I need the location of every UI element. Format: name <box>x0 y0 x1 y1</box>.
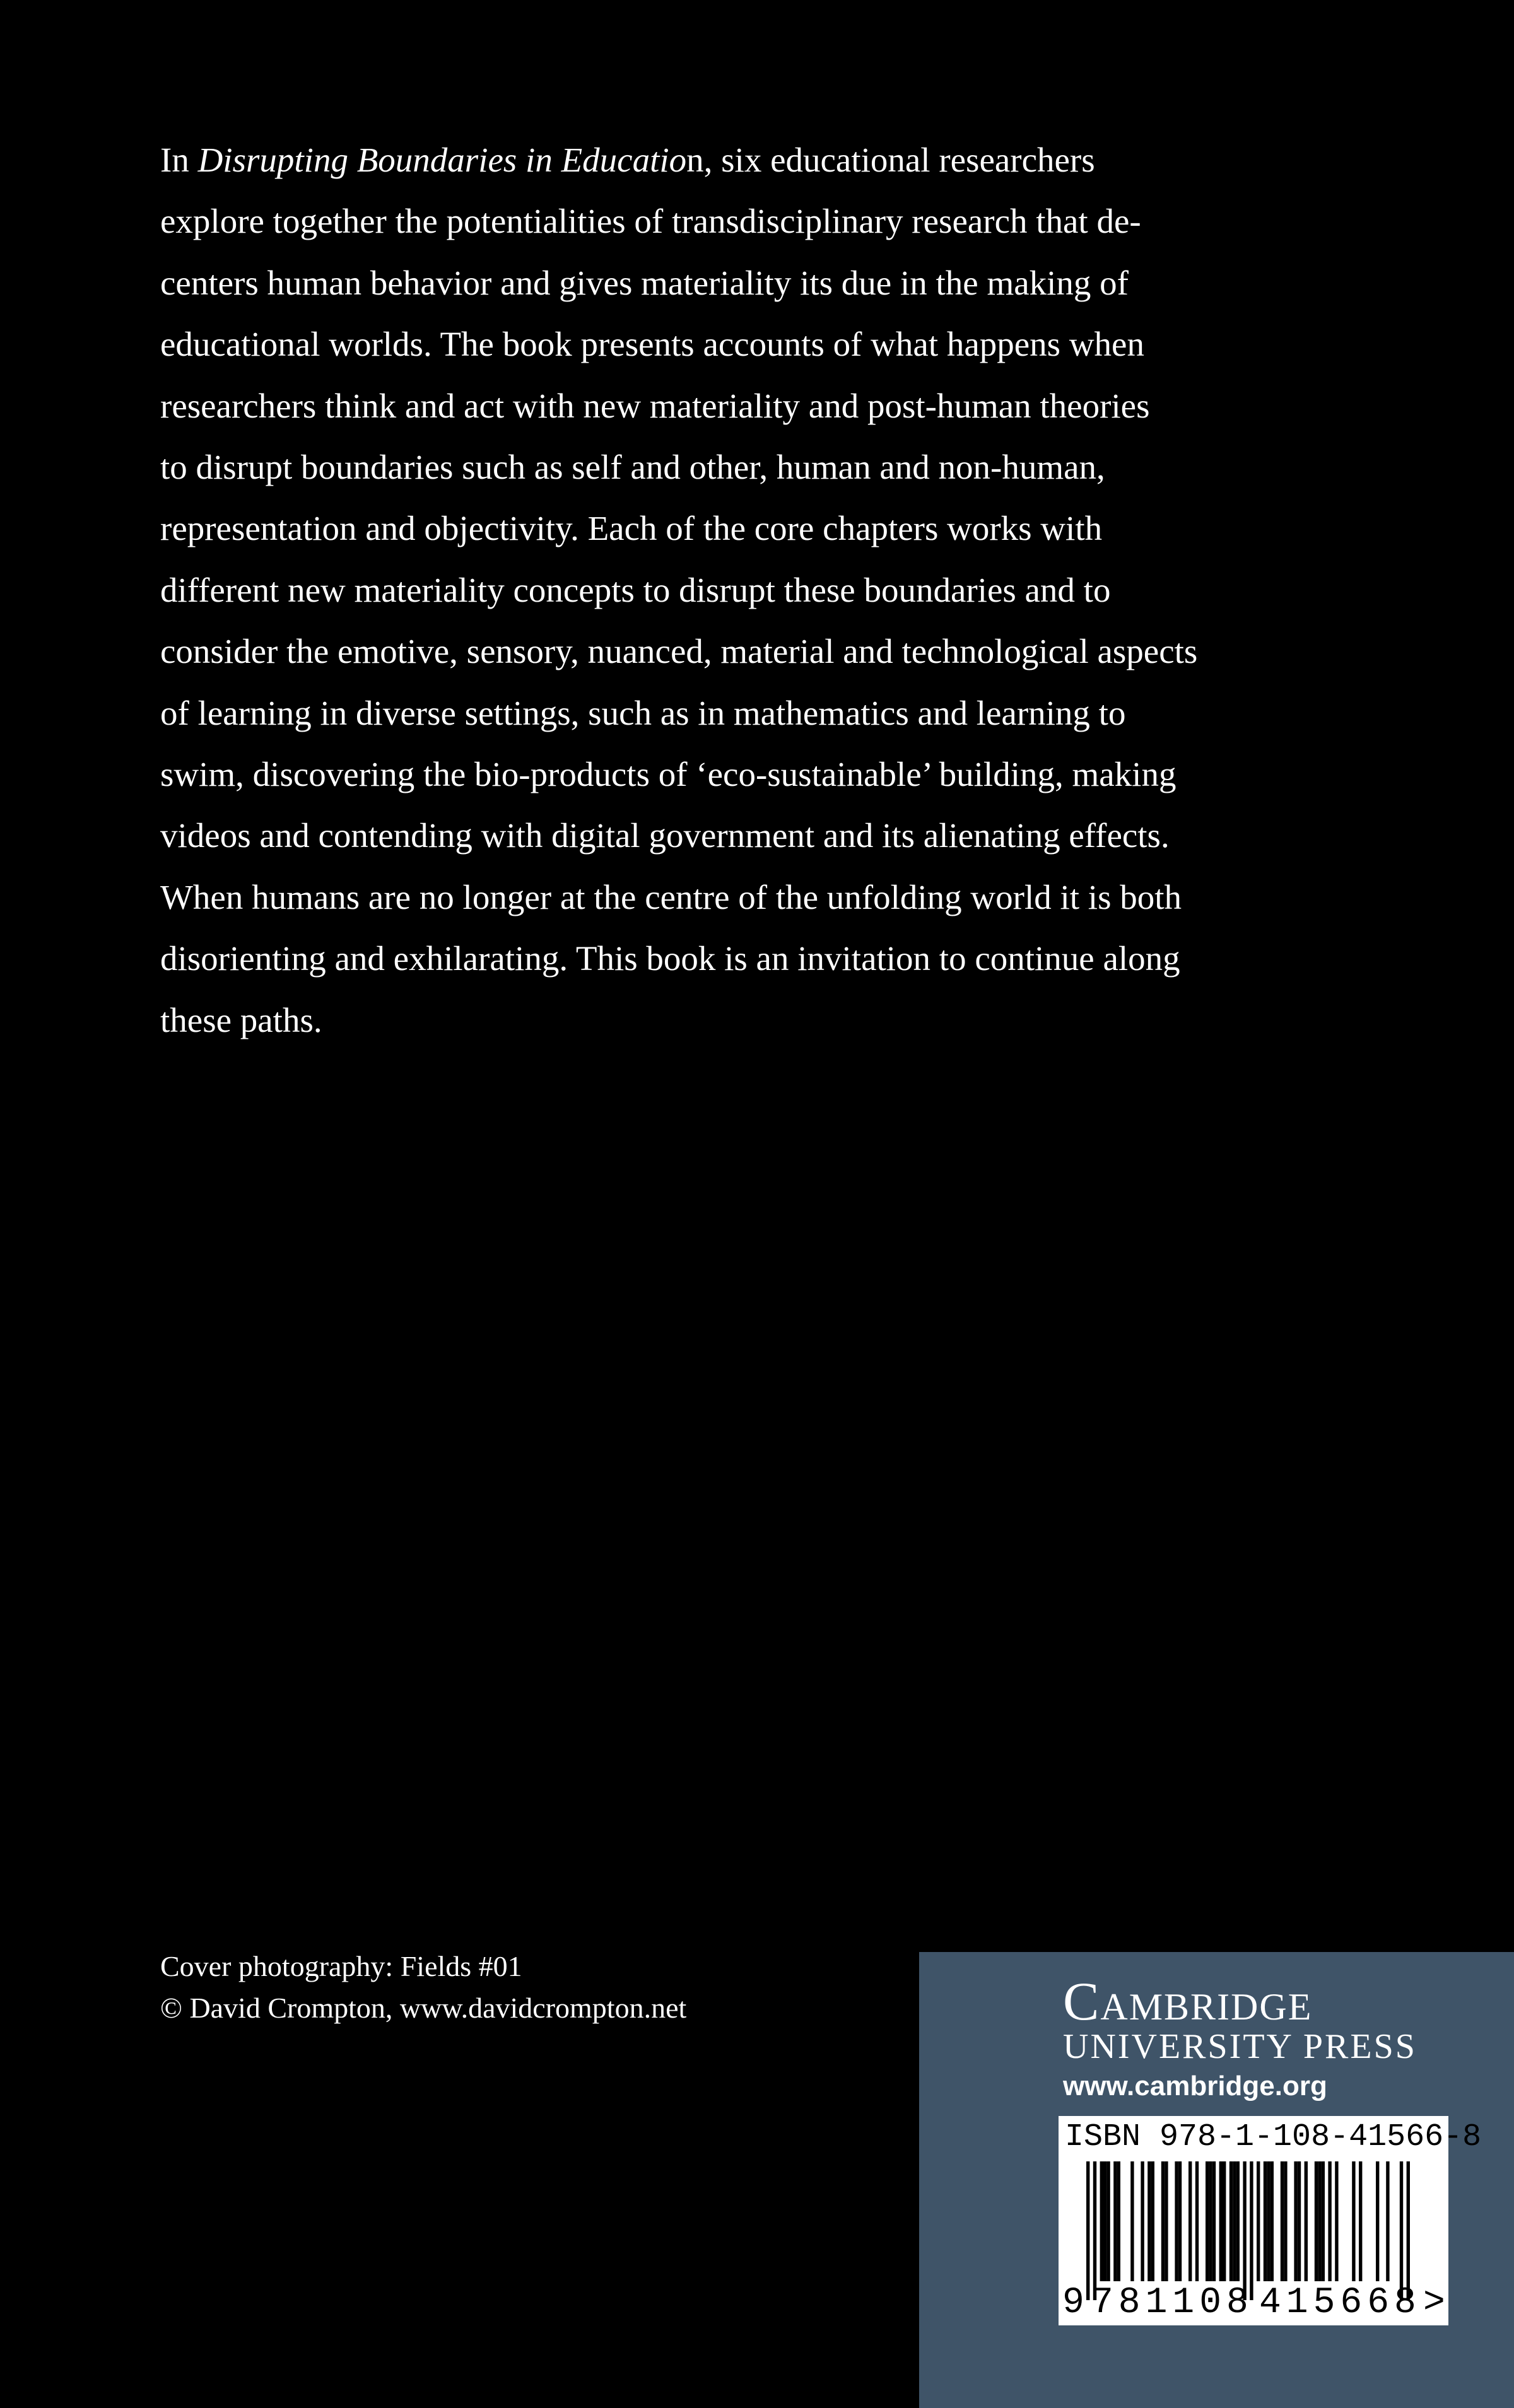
barcode-bar <box>1335 2161 1338 2281</box>
barcode-bar <box>1322 2161 1325 2281</box>
barcode-guard-bar <box>1243 2161 1246 2300</box>
blurb-line: representation and objectivity. Each of the core chapters works with <box>160 509 1103 548</box>
barcode-bar <box>1352 2161 1355 2281</box>
barcode-bar <box>1147 2161 1151 2281</box>
barcode-bar <box>1284 2161 1287 2281</box>
blurb-line: videos and contending with digital government and its alienating effects. <box>160 816 1170 855</box>
blurb-line: consider the emotive, sensory, nuanced, material and technological aspects <box>160 632 1198 671</box>
barcode-bar <box>1270 2161 1274 2281</box>
barcode-left-group: 781108 <box>1091 2282 1253 2323</box>
back-cover-blurb <box>160 129 1397 1051</box>
barcode-bar <box>1178 2161 1182 2281</box>
barcode-bar <box>1315 2161 1318 2281</box>
blurb-line: swim, discovering the bio-products of ‘eco-sustainable’ building, making <box>160 755 1177 794</box>
blurb-line: to disrupt boundaries such as self and other, human and non-human, <box>160 448 1105 487</box>
barcode-bar <box>1165 2161 1168 2281</box>
barcode-bar <box>1233 2161 1236 2281</box>
barcode-guard-bar <box>1086 2161 1089 2300</box>
credit-line-copyright: © David Crompton, www.davidcrompton.net <box>160 1992 687 2024</box>
barcode-lead-digit: 9 <box>1062 2282 1084 2323</box>
barcode-bar <box>1130 2161 1134 2281</box>
blurb-line: different new materiality concepts to disrupt these boundaries and to <box>160 570 1111 609</box>
publisher-logo-name: Cambridge <box>1063 1971 1313 2031</box>
blurb-line: educational worlds. The book presents accounts of what happens when <box>160 325 1144 364</box>
isbn-digits <box>1059 2281 1448 2325</box>
credit-line-photography: Cover photography: Fields #01 <box>160 1950 522 1982</box>
barcode-bar <box>1103 2161 1106 2281</box>
barcode-bar <box>1195 2161 1199 2281</box>
barcode-bar <box>1141 2161 1144 2281</box>
isbn-barcode <box>1059 2116 1482 2325</box>
blurb-line: these paths. <box>160 1000 322 1039</box>
barcode-bar <box>1267 2161 1270 2281</box>
barcode-bar <box>1223 2161 1226 2281</box>
barcode-bar <box>1175 2161 1178 2281</box>
barcode-bar <box>1161 2161 1165 2281</box>
barcode-bar <box>1206 2161 1209 2281</box>
barcode-bar <box>1219 2161 1223 2281</box>
barcode-bar <box>1257 2161 1260 2281</box>
publisher-panel <box>919 1952 1514 2408</box>
cover-photo-credit <box>160 1946 686 2029</box>
barcode-bar <box>1188 2161 1192 2281</box>
barcode-guard-bar <box>1093 2161 1096 2300</box>
barcode-bar <box>1212 2161 1216 2281</box>
barcode-bar <box>1151 2161 1154 2281</box>
isbn-label: ISBN 978-1-108-41566-8 <box>1065 2119 1482 2155</box>
barcode-bar <box>1386 2161 1389 2281</box>
barcode-guard-bar <box>1407 2161 1410 2300</box>
barcode-bar <box>1376 2161 1379 2281</box>
blurb-line: centers human behavior and gives materiality its due in the making of <box>160 263 1129 302</box>
barcode-guard-bar <box>1400 2161 1403 2300</box>
blurb-line: explore together the potentialities of transdisciplinary research that de- <box>160 202 1141 241</box>
barcode-bar <box>1106 2161 1110 2281</box>
barcode-bar <box>1264 2161 1267 2281</box>
blurb-line: When humans are no longer at the centre of the unfolding world it is both <box>160 877 1182 916</box>
barcode-bar <box>1100 2161 1103 2281</box>
barcode-bar <box>1209 2161 1212 2281</box>
barcode-bar <box>1229 2161 1233 2281</box>
barcode-bar <box>1298 2161 1301 2281</box>
barcode-bar <box>1236 2161 1240 2281</box>
barcode-quiet-mark: > <box>1423 2282 1445 2323</box>
barcode-bar <box>1281 2161 1284 2281</box>
blurb-line: In Disrupting Boundaries in Education, six educational researchers <box>160 141 1095 179</box>
barcode-bar <box>1305 2161 1308 2281</box>
barcode-bar <box>1318 2161 1321 2281</box>
blurb-line: of learning in diverse settings, such as in mathematics and learning to <box>160 693 1126 732</box>
barcode-bar <box>1113 2161 1117 2281</box>
barcode-bar <box>1294 2161 1297 2281</box>
publisher-website: www.cambridge.org <box>1063 2071 1327 2101</box>
barcode-bar <box>1117 2161 1120 2281</box>
publisher-logo-subtitle: UNIVERSITY PRESS <box>1063 2027 1417 2066</box>
barcode-bar <box>1359 2161 1362 2281</box>
barcode-guard-bar <box>1250 2161 1253 2300</box>
barcode-bar <box>1328 2161 1331 2281</box>
barcode-right-group: 415668 <box>1259 2282 1421 2323</box>
blurb-line: disorienting and exhilarating. This book is an invitation to continue along <box>160 939 1180 978</box>
book-title: Disrupting Boundaries in Educatio <box>197 141 687 179</box>
blurb-line: researchers think and act with new materiality and post-human theories <box>160 386 1150 425</box>
